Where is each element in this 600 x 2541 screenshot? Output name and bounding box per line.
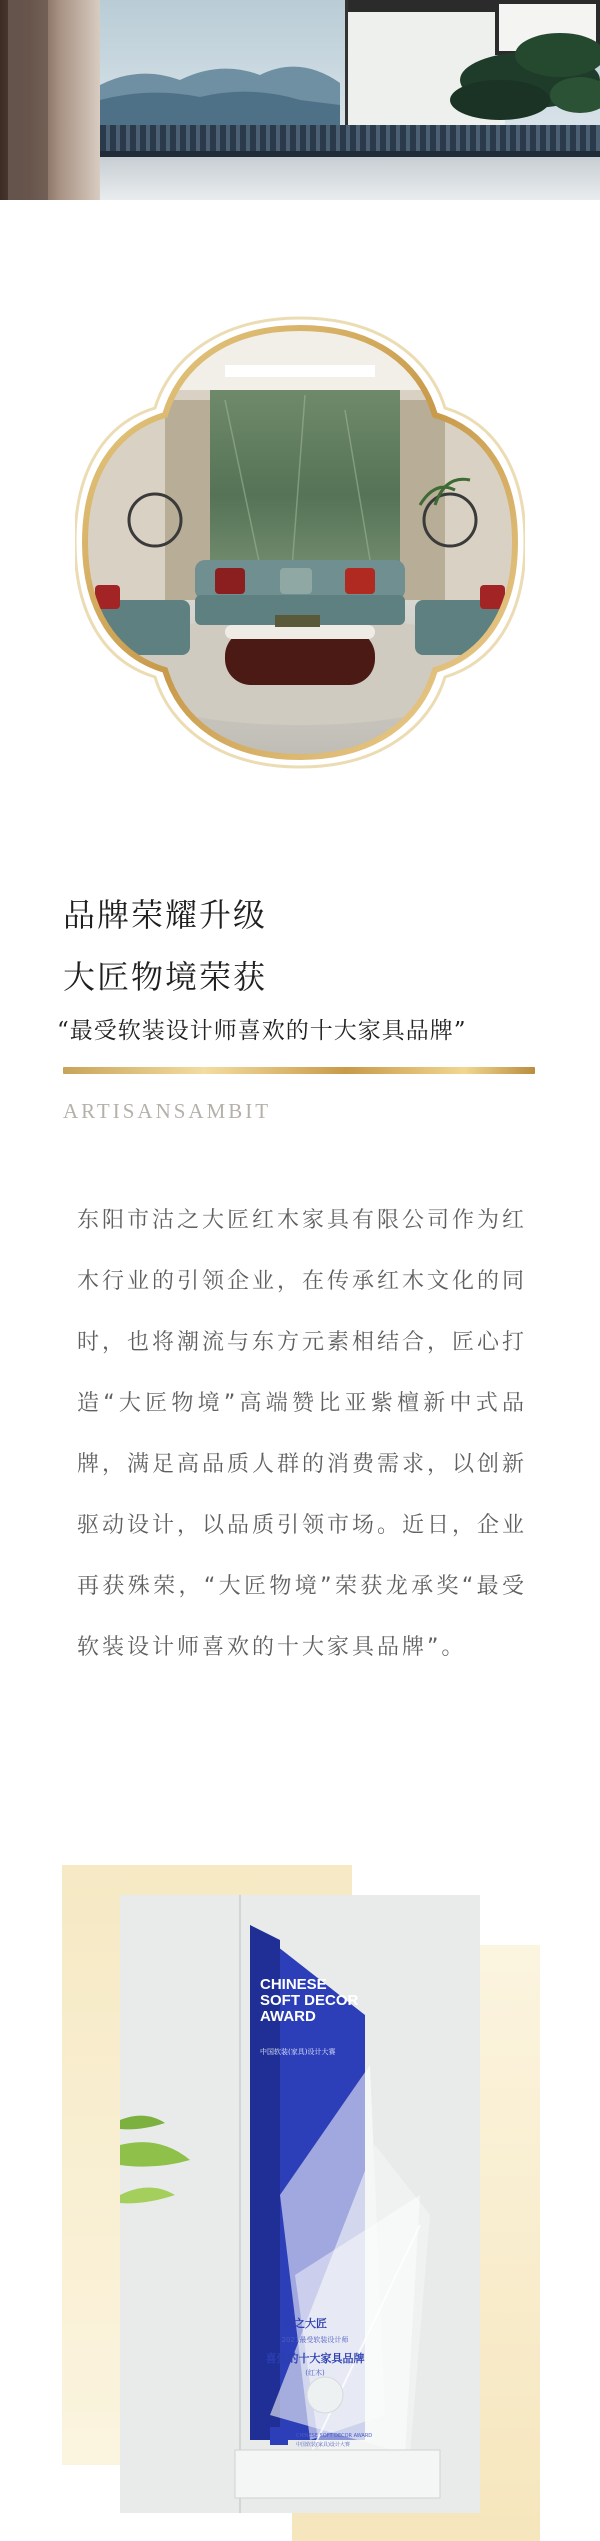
- headline-line-1: 品牌荣耀升级: [63, 896, 268, 934]
- roof-eave: [100, 125, 600, 151]
- wall-below: [100, 157, 600, 200]
- award-footer-cn: 中国软装(家具)设计大赛: [296, 2442, 350, 2448]
- award-section: [62, 1865, 540, 2541]
- living-room-photo: [75, 310, 525, 775]
- english-subtitle: ARTISANSAMBIT: [63, 1099, 272, 1123]
- award-title: 喜爱的十大家具品牌: [265, 2352, 365, 2365]
- pine-tree-icon: [440, 10, 600, 125]
- award-brand-name: 沽之大匠: [283, 2317, 327, 2330]
- gold-divider: [63, 1067, 535, 1074]
- award-footer-en: CHINESE SOFT DECOR AWARD: [296, 2433, 373, 2439]
- award-english-title: CHINESE SOFT DECOR AWARD: [260, 1976, 359, 2025]
- wooden-post: [0, 0, 100, 200]
- award-english-subtitle: 中国软装(家具)设计大赛: [260, 2048, 336, 2056]
- quatrefoil-frame: [75, 310, 525, 775]
- company-description: 东阳市沽之大匠红木家具有限公司作为红木行业的引领企业，在传承红木文化的同时，也将潮流与东方元素相结合，匠心打造“大匠物境”高端赞比亚紫檀新中式品牌，满足高品质人群的消费需求，以创新驱动设计，以品质引领市场。近日，企业再获殊荣，“大匠物境”荣获龙承奖“最受软装设计师喜欢的十大家具品牌”。: [77, 1208, 528, 1660]
- top-banner-image: [0, 0, 600, 200]
- award-year-line: 2021最受软装设计师: [281, 2336, 349, 2344]
- headline-line-2: 大匠物境荣获: [63, 958, 268, 996]
- award-category: (红木): [305, 2369, 325, 2377]
- award-quote: “最受软装设计师喜欢的十大家具品牌”: [57, 1018, 467, 1044]
- crystal-trophy-photo: [120, 1895, 480, 2513]
